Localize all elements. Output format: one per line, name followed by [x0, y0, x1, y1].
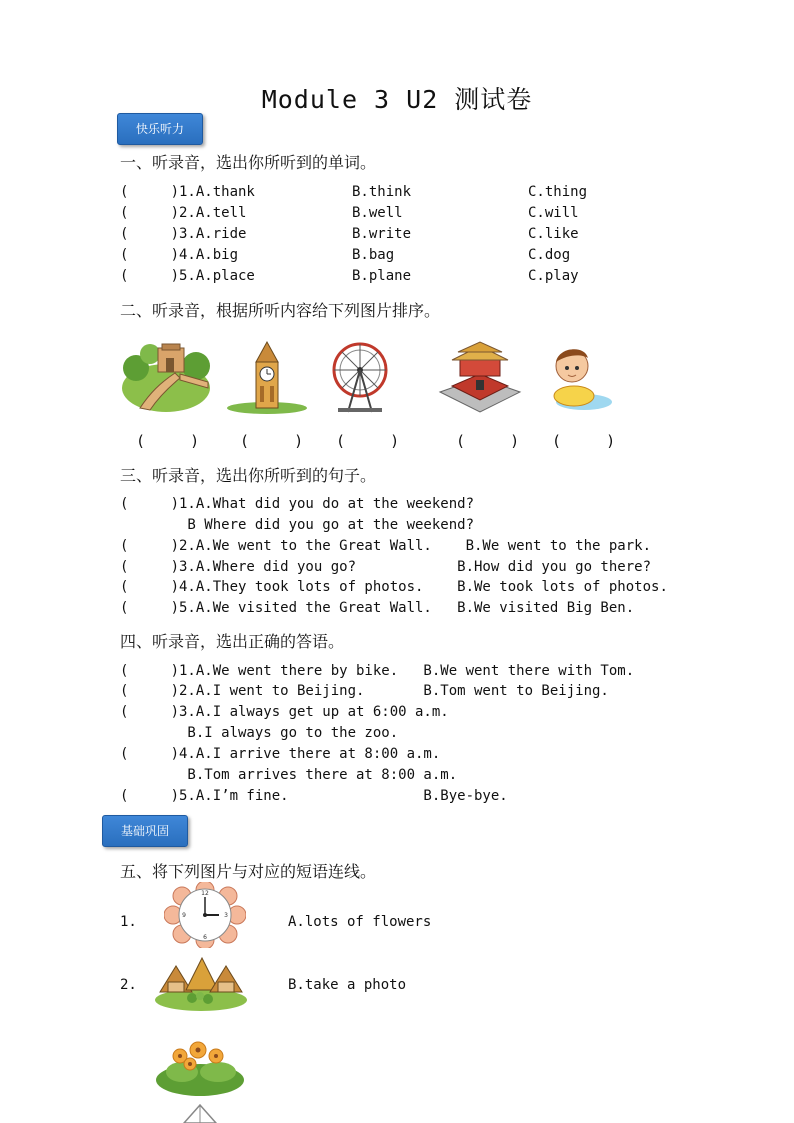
s1-item-4-a: ( )4.A.big [120, 247, 239, 263]
s5-phrase-1: A.lots of flowers [288, 914, 432, 930]
s3-line-2: B Where did you go at the weekend? [120, 517, 475, 533]
s5-num-2: 2. [120, 977, 137, 993]
s5-num-1: 1. [120, 914, 137, 930]
svg-text:12: 12 [201, 890, 209, 897]
section-4-heading: 四、听录音，选出正确的答语。 [120, 632, 345, 651]
s1-item-4-c: C.dog [528, 247, 571, 263]
section-banner-listening: 快乐听力 [117, 113, 203, 145]
page-title: Module 3 U2 测试卷 [261, 85, 533, 114]
s4-line-3: ( )3.A.I always get up at 6:00 a.m. [120, 704, 449, 720]
london-eye-picture [330, 340, 390, 414]
s1-item-5-c: C.play [528, 268, 579, 284]
s2-blank-4[interactable]: ( ) [456, 432, 520, 450]
s4-line-2: ( )2.A.I went to Beijing. B.Tom went to Beijing. [120, 683, 609, 699]
section-5-heading: 五、将下列图片与对应的短语连线。 [120, 862, 377, 881]
s1-item-4-b: B.bag [352, 247, 395, 263]
svg-text:3: 3 [224, 912, 228, 919]
section-banner-basics: 基础巩固 [102, 815, 188, 847]
s5-phrase-2: B.take a photo [288, 977, 407, 993]
s3-line-3: ( )2.A.We went to the Great Wall. B.We went to the park. [120, 538, 652, 554]
s1-item-3-a: ( )3.A.ride [120, 226, 247, 242]
s1-item-2-b: B.well [352, 205, 403, 221]
swimming-boy-picture [544, 340, 614, 414]
s1-item-2-c: C.will [528, 205, 579, 221]
big-ben-picture [226, 340, 308, 414]
s3-line-4: ( )3.A.Where did you go? B.How did you go there? [120, 559, 652, 575]
section-2-heading: 二、听录音，根据所听内容给下列图片排序。 [120, 301, 441, 320]
s3-line-5: ( )4.A.They took lots of photos. B.We took lots of photos. [120, 579, 668, 595]
s1-item-1-a: ( )1.A.thank [120, 184, 255, 200]
s1-item-3-b: B.write [352, 226, 412, 242]
s2-blank-1[interactable]: ( ) [136, 432, 200, 450]
s2-blank-5[interactable]: ( ) [552, 432, 616, 450]
tiananmen-picture [438, 340, 522, 414]
s4-line-5: ( )4.A.I arrive there at 8:00 a.m. [120, 746, 441, 762]
partial-picture [170, 1103, 230, 1123]
section-1-heading: 一、听录音，选出你所听到的单词。 [120, 153, 377, 172]
flowers-picture [152, 1032, 248, 1098]
s1-item-5-a: ( )5.A.place [120, 268, 255, 284]
s1-item-3-c: C.like [528, 226, 579, 242]
s2-blank-2[interactable]: ( ) [240, 432, 304, 450]
s4-line-4: B.I always go to the zoo. [120, 725, 399, 741]
s4-line-1: ( )1.A.We went there by bike. B.We went there with Tom. [120, 663, 635, 679]
s3-line-6: ( )5.A.We visited the Great Wall. B.We visited Big Ben. [120, 600, 635, 616]
svg-text:9: 9 [182, 912, 186, 919]
s1-item-5-b: B.plane [352, 268, 412, 284]
section-3-heading: 三、听录音，选出你所听到的句子。 [120, 466, 377, 485]
clock-picture [164, 882, 246, 948]
s2-blank-3[interactable]: ( ) [336, 432, 400, 450]
s4-line-7: ( )5.A.I’m fine. B.Bye-bye. [120, 788, 508, 804]
s1-item-1-c: C.thing [528, 184, 588, 200]
s1-item-2-a: ( )2.A.tell [120, 205, 247, 221]
s1-item-1-b: B.think [352, 184, 412, 200]
great-wall-picture [120, 338, 212, 414]
s3-line-1: ( )1.A.What did you do at the weekend? [120, 496, 475, 512]
s4-line-6: B.Tom arrives there at 8:00 a.m. [120, 767, 458, 783]
farm-picture [152, 952, 250, 1012]
svg-text:6: 6 [203, 934, 207, 941]
